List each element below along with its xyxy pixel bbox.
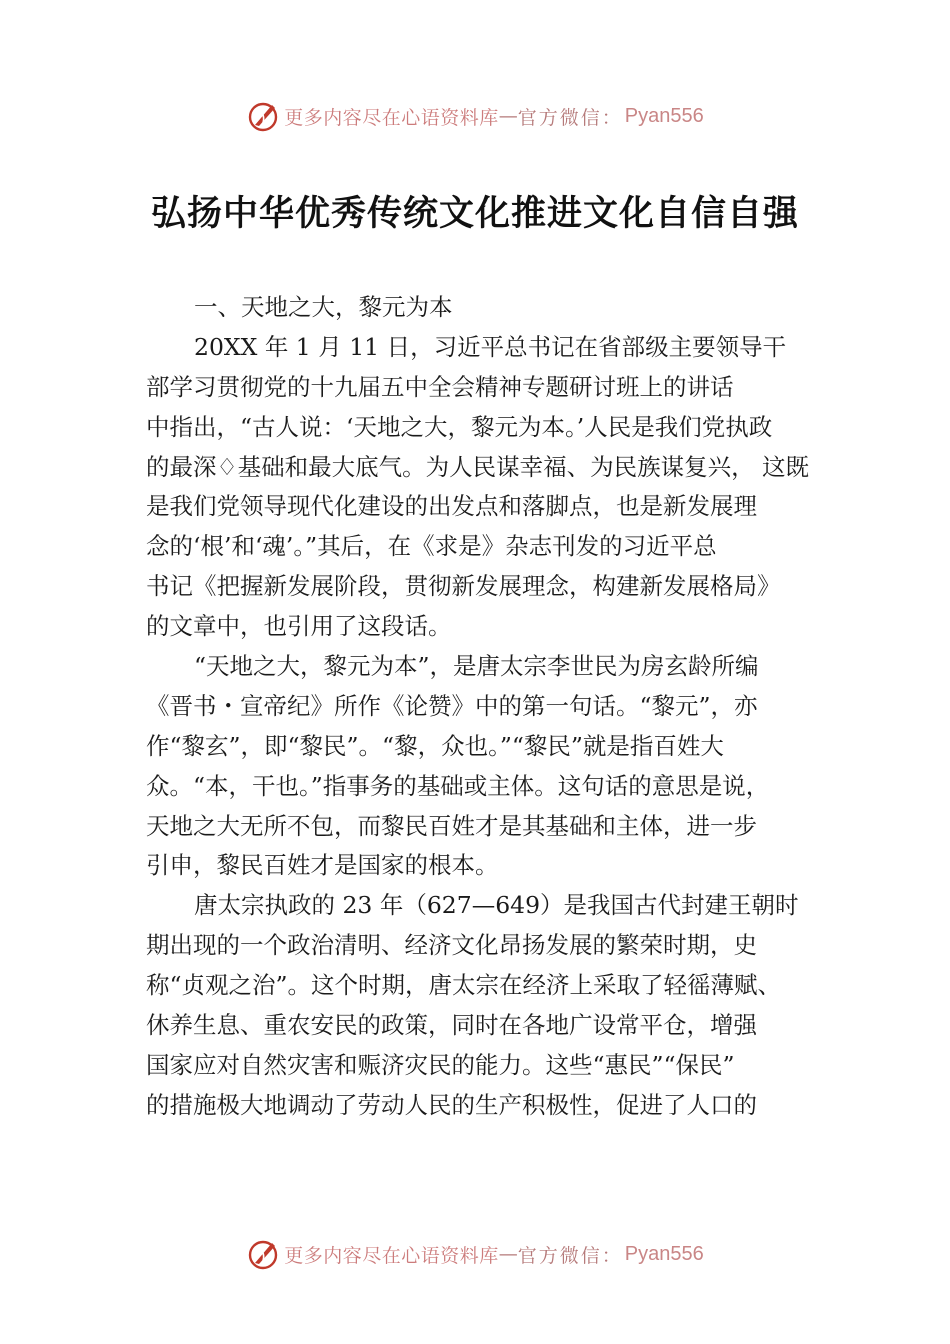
paragraph-line: 众。“本，干也。”指事务的基础或主体。这句话的意思是说， — [146, 771, 770, 800]
paragraph-line: 天地之大无所不包，而黎民百姓才是其基础和主体，进一步 — [146, 811, 757, 840]
paragraph-line: 部学习贯彻党的十九届五中全会精神专题研讨班上的讲话 — [146, 372, 734, 401]
section-heading: 一、天地之大，黎元为本 — [194, 293, 453, 321]
paragraph-line: 中指出，“古人说：‘天地之大，黎元为本。’人民是我们党执政 — [146, 412, 773, 441]
paragraph-line: 20XX 年 1 月 11 日，习近平总书记在省部级主要领导干 — [194, 332, 787, 361]
quill-seal-icon — [246, 1237, 280, 1271]
watermark-dash: — — [498, 105, 518, 127]
document-title: 弘扬中华优秀传统文化推进文化自信自强 — [150, 194, 799, 234]
paragraph-line: 的措施极大地调动了劳动人民的生产积极性，促进了人口的 — [146, 1090, 757, 1119]
paragraph-line: 书记《把握新发展阶段，贯彻新发展理念，构建新发展格局》 — [146, 572, 781, 601]
paragraph-line: 《晋书・宣帝纪》所作《论赞》中的第一句话。“黎元”，亦 — [146, 691, 758, 720]
paragraph-line: 作“黎玄”，即“黎民”。“黎，众也。”“黎民”就是指百姓大 — [146, 731, 724, 760]
paragraph-line: 的最深♢基础和最大底气。为人民谋幸福、为民族谋复兴， 这既 — [146, 452, 810, 481]
document-body — [146, 288, 836, 1126]
paragraph-line: 引申，黎民百姓才是国家的根本。 — [146, 851, 499, 880]
paragraph-line: 的文章中，也引用了这段话。 — [146, 612, 452, 641]
watermark-label: 官方微信： — [517, 1244, 623, 1267]
watermark-label: 官方微信： — [517, 106, 623, 129]
watermark-text: 更多内容尽在心语资料库 — [284, 106, 499, 129]
paragraph-line: 是我们党领导现代化建设的出发点和落脚点，也是新发展理 — [146, 492, 757, 521]
paragraph-line: 称“贞观之治”。这个时期，唐太宗在经济上采取了轻徭薄赋、 — [146, 971, 782, 1000]
quill-seal-icon — [246, 99, 280, 133]
footer-watermark — [0, 1234, 950, 1274]
paragraph-line: 休养生息、重农安民的政策，同时在各地广设常平仓，增强 — [146, 1011, 757, 1040]
watermark-wechat-id: Pyan556 — [624, 1242, 704, 1265]
watermark-text: 更多内容尽在心语资料库 — [284, 1244, 499, 1267]
paragraph-line: “天地之大，黎元为本”，是唐太宗李世民为房玄龄所编 — [194, 652, 759, 681]
watermark-wechat-id: Pyan556 — [624, 104, 704, 127]
watermark-dash: — — [498, 1243, 518, 1265]
paragraph-line: 期出现的一个政治清明、经济文化昂扬发展的繁荣时期，史 — [146, 931, 757, 960]
paragraph-line: 唐太宗执政的 23 年（627—649）是我国古代封建王朝时 — [194, 891, 799, 920]
header-watermark — [0, 96, 950, 136]
paragraph-line: 国家应对自然灾害和赈济灾民的能力。这些“惠民”“保民” — [146, 1050, 735, 1079]
paragraph-line: 念的‘根’和‘魂’。”其后，在《求是》杂志刊发的习近平总 — [146, 532, 717, 561]
